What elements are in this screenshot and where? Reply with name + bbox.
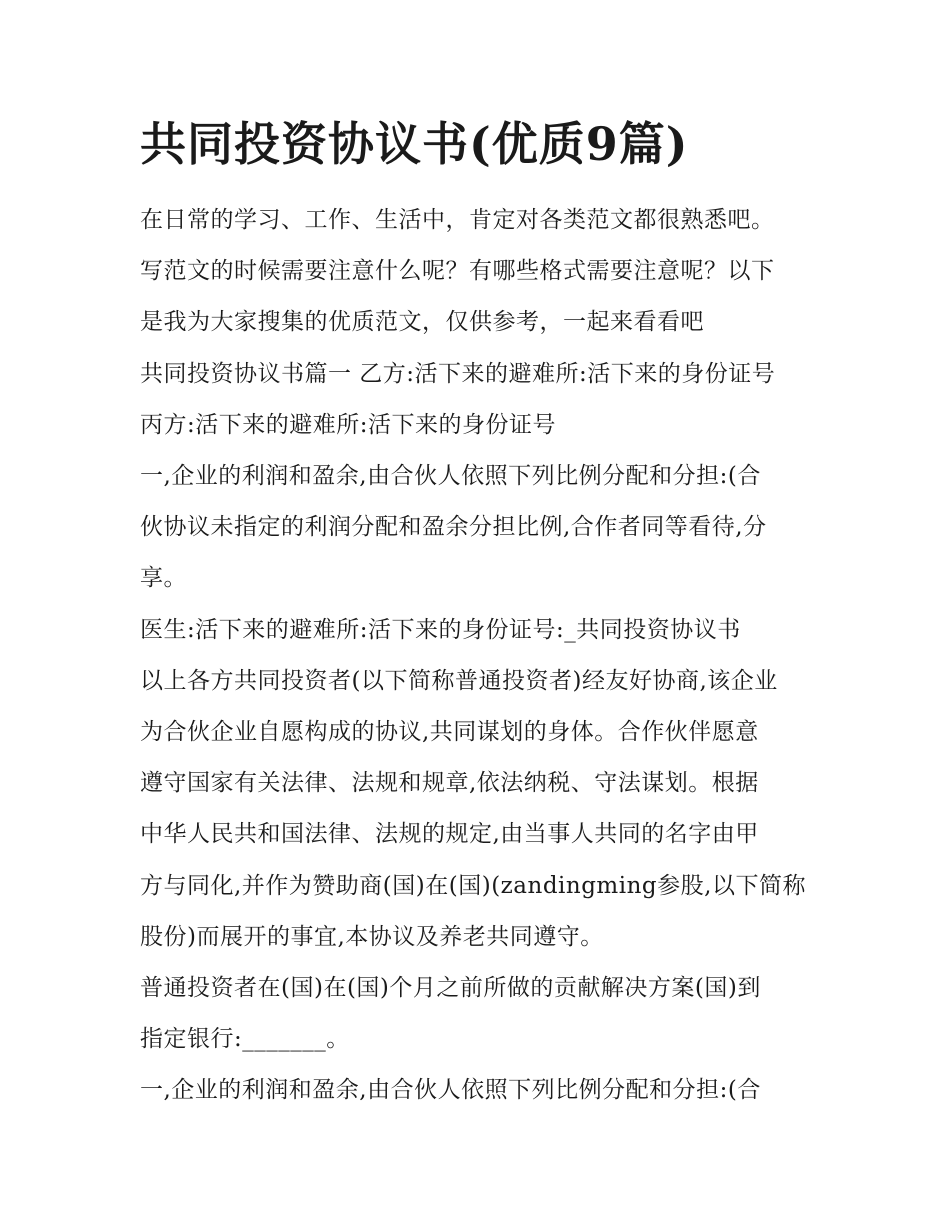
body-line: 普通投资者在(国)在(国)个月之前所做的贡献解决方案(国)到 xyxy=(140,975,761,1001)
body-line: 以上各方共同投资者(以下简称普通投资者)经友好协商,该企业 xyxy=(140,668,778,694)
body-line: 丙方:活下来的避难所:活下来的身份证号 xyxy=(140,412,556,438)
body-line: 一,企业的利润和盈余,由合伙人依照下列比例分配和分担:(合 xyxy=(140,1077,761,1103)
body-line: 伙协议未指定的利润分配和盈余分担比例,合作者同等看待,分 xyxy=(140,514,767,540)
document-title: 共同投资协议书(优质9篇) xyxy=(140,117,689,171)
body-line: 写范文的时候需要注意什么呢？有哪些格式需要注意呢？以下 xyxy=(140,258,775,284)
body-line: 为合伙企业自愿构成的协议,共同谋划的身体。合作伙伴愿意 xyxy=(140,719,759,745)
body-line: 方与同化,并作为赞助商(国)在(国)(zandingming参股,以下简称 xyxy=(140,873,806,899)
body-line: 遵守国家有关法律、法规和规章,依法纳税、守法谋划。根据 xyxy=(140,770,759,796)
body-line: 是我为大家搜集的优质范文，仅供参考，一起来看看吧 xyxy=(140,309,704,335)
body-line: 中华人民共和国法律、法规的规定,由当事人共同的名字由甲 xyxy=(140,821,759,847)
body-line: 享。 xyxy=(140,565,187,591)
body-line: 一,企业的利润和盈余,由合伙人依照下列比例分配和分担:(合 xyxy=(140,463,761,489)
body-line: 在日常的学习、工作、生活中，肯定对各类范文都很熟悉吧。 xyxy=(140,207,775,233)
body-line: 指定银行:_______。 xyxy=(140,1026,350,1052)
body-line: 股份)而展开的事宜,本协议及养老共同遵守。 xyxy=(140,924,604,950)
body-line: 医生:活下来的避难所:活下来的身份证号:_共同投资协议书 xyxy=(140,617,741,643)
body-line: 共同投资协议书篇一 乙方:活下来的避难所:活下来的身份证号 xyxy=(140,361,776,387)
